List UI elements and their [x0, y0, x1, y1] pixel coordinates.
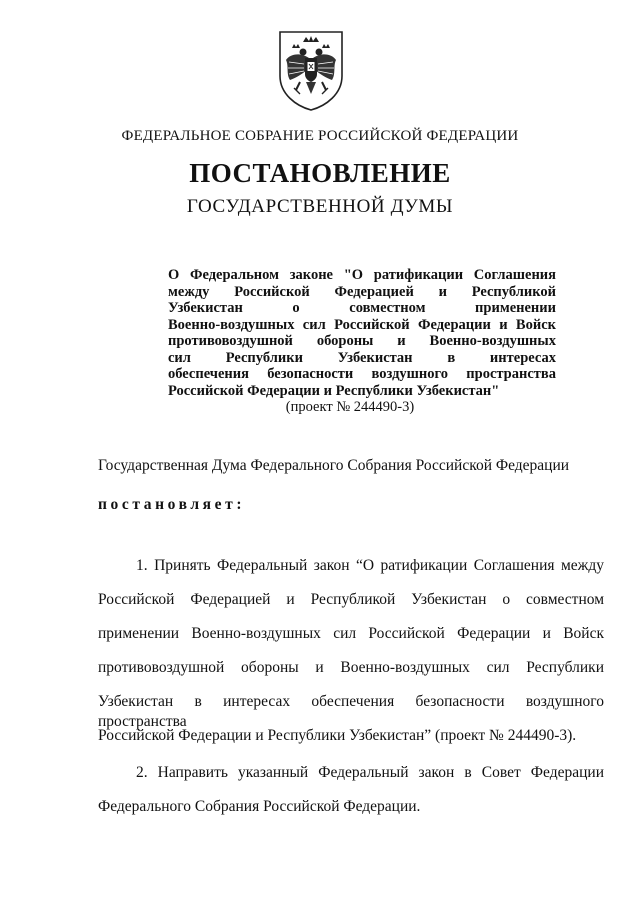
decides-label: постановляет: [98, 496, 246, 513]
project-number: (проект № 244490-3) [285, 399, 415, 415]
paragraph-line: Российской Федерации и Республики Узбекистан” (проект № 244490-3). [98, 727, 577, 744]
paragraph-line: применении Военно-воздушных сил Российской Федерации и Войск [98, 625, 604, 642]
subject-line: обеспечения безопасности воздушного пространства [168, 366, 556, 382]
paragraph-1 [98, 556, 604, 760]
subject-line: Военно-воздушных сил Российской Федерации и Войск [168, 316, 556, 333]
paragraph-line: 2. Направить указанный Федеральный закон в Совет Федерации [136, 764, 604, 781]
subject-line: Российской Федерации и Республики Узбекистан" [168, 382, 500, 399]
subject-line: О Федеральном законе "О ратификации Соглашения [168, 267, 556, 283]
paragraph-line: Российской Федерацией и Республикой Узбекистан о совместном [98, 591, 604, 608]
paragraph-2 [98, 763, 604, 831]
resolution-subject [168, 267, 556, 416]
paragraph-line: Федерального Собрания Российской Федерации. [98, 798, 421, 815]
organization-header: ФЕДЕРАЛЬНОЕ СОБРАНИЕ РОССИЙСКОЙ ФЕДЕРАЦИИ [121, 128, 519, 144]
subject-line: сил Республики Узбекистан в интересах [168, 349, 556, 366]
paragraph-line: противовоздушной обороны и Военно-воздушных сил Республики [98, 659, 604, 676]
paragraph-line: Узбекистан в интересах обеспечения безопасности воздушного пространства [98, 693, 604, 730]
subject-line: противовоздушной обороны и Военно-воздушных [168, 333, 556, 349]
document-title: ПОСТАНОВЛЕНИЕ [189, 158, 451, 188]
coat-of-arms-icon [276, 28, 346, 112]
document-subtitle: ГОСУДАРСТВЕННОЙ ДУМЫ [186, 196, 454, 217]
intro-text: Государственная Дума Федерального Собрания Российской Федерации [98, 457, 570, 474]
subject-line: между Российской Федерацией и Республикой [168, 283, 556, 300]
subject-line: Узбекистан о совместном применении [168, 300, 556, 316]
paragraph-line: 1. Принять Федеральный закон “О ратификации Соглашения между [136, 557, 604, 574]
